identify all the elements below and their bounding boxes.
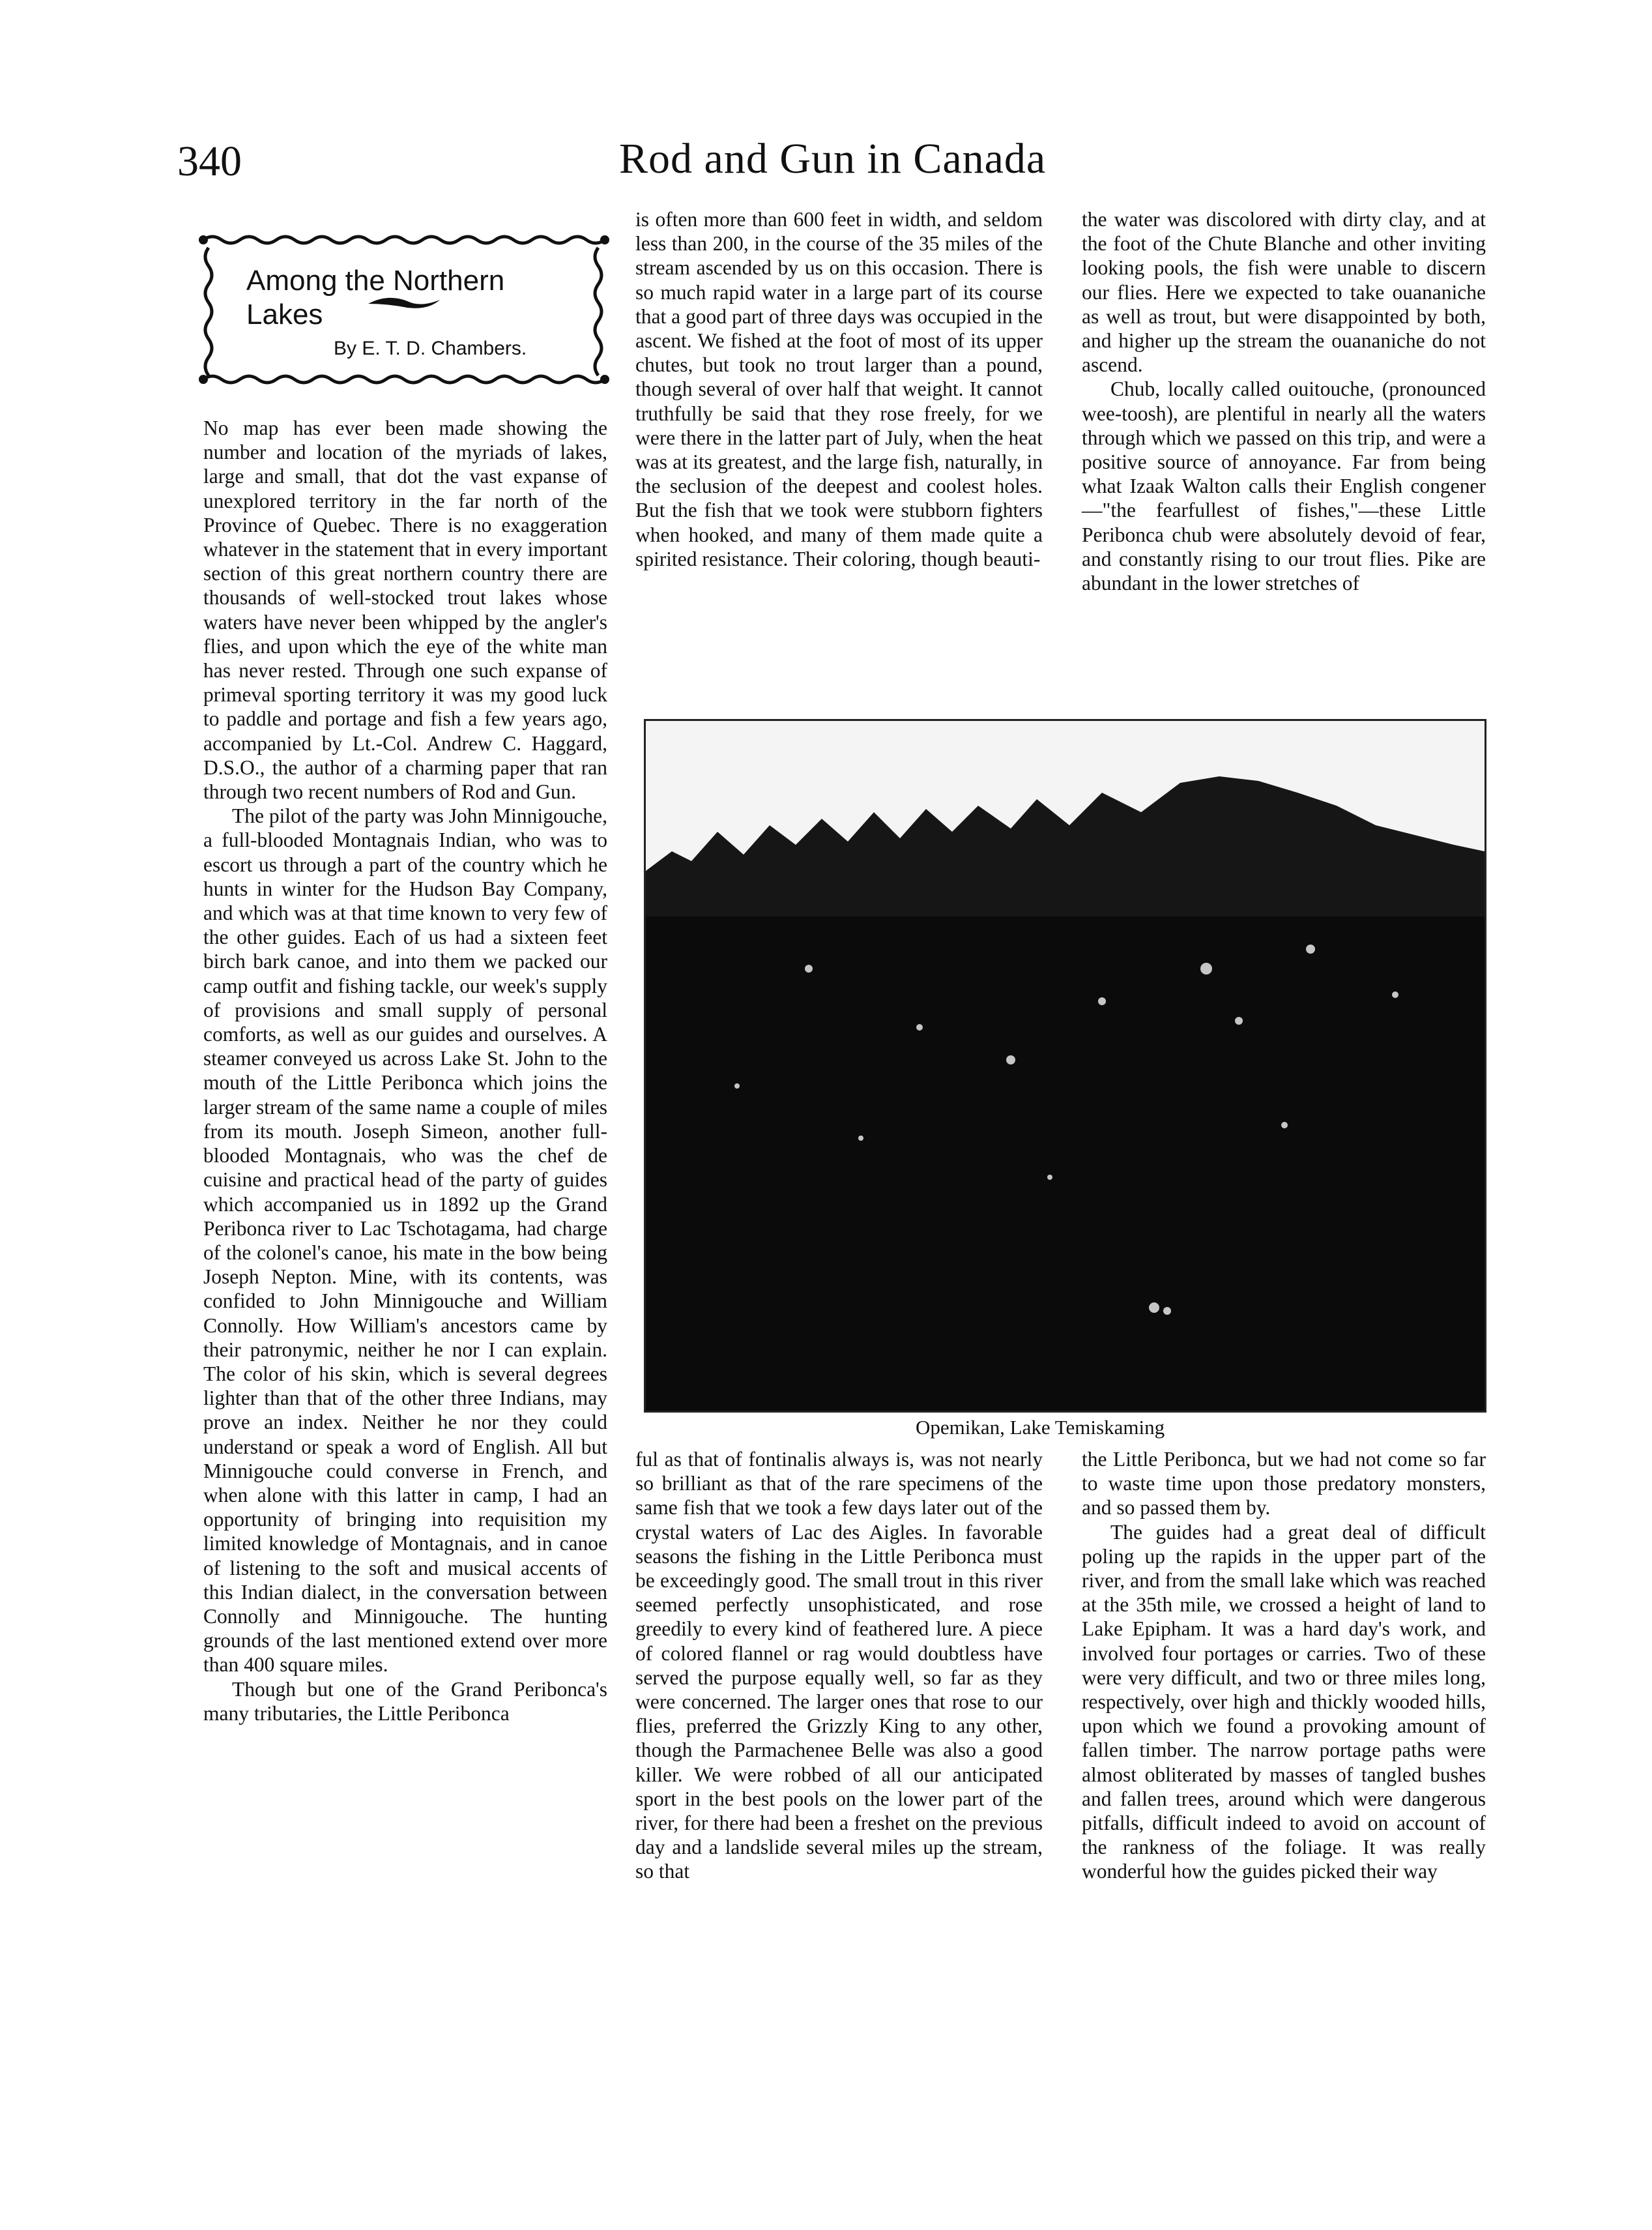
photo-caption: Opemikan, Lake Temiskaming <box>916 1416 1165 1439</box>
column-3-bottom <box>1082 1447 1486 1884</box>
article-title-box <box>196 228 613 391</box>
column-3-top <box>1082 207 1486 595</box>
paragraph: Though but one of the Grand Peribonca's many tributaries, the Little Peribonca <box>203 1677 607 1725</box>
article-byline: By E. T. D. Chambers. <box>334 338 527 359</box>
paragraph: the water was discolored with dirty clay, and at the foot of the Chute Blanche and other inviting looking pools, the fish were unable to discern our flies. Here we expected to take ouananiche as well as trout, but were disappointed by both, and higher up the stream the ouananiche do not ascend. <box>1082 208 1486 377</box>
article-title: Among the Northern Lakes <box>246 265 505 330</box>
landscape-photograph <box>644 719 1486 1413</box>
column-2-top <box>635 207 1043 571</box>
column-1 <box>203 416 607 1725</box>
page-number: 340 <box>177 138 242 185</box>
paragraph: Chub, locally called ouitouche, (pronounced wee-toosh), are plentiful in nearly all the waters through which we passed on this trip, and were a positive source of annoyance. Far from being what Izaak Walton calls their English congener—"the fearfullest of fishes,"—these Little Peribonca chub were absolutely devoid of fear, and constantly rising to our trout flies. Pike are abundant in the lower stretches of <box>1082 377 1486 595</box>
paragraph: No map has ever been made showing the number and location of the myriads of lakes, large and small, that dot the vast expanse of unexplored territory in the far north of the Province of Quebec. There is no exaggeration whatever in the statement that in every important section of this great northern country there are thousands of well-stocked trout lakes whose waters have never been whipped by the angler's flies, and upon which the eye of the white man has never rested. Through one such expanse of primeval sporting territory it was my good luck to paddle and portage and fish a few years ago, accompanied by Lt.-Col. Andrew C. Haggard, D.S.O., the author of a charming paper that ran through two recent numbers of Rod and Gun. <box>203 417 607 804</box>
paragraph: the Little Peribonca, but we had not come so far to waste time upon those predatory monsters, and so passed them by. <box>1082 1448 1486 1519</box>
paragraph: ful as that of fontinalis always is, was not nearly so brilliant as that of the rare specimens of the same fish that we took a few days later out of the crystal waters of Lac des Aigles. In favorable seasons the fishing in the Little Peribonca must be exceedingly good. The small trout in this river seemed perfectly unsophisticated, and rose greedily to every kind of feathered lure. A piece of colored flannel or rag would doubtless have served the purpose equally well, so far as they were concerned. The larger ones that rose to our flies, preferred the Grizzly King to any other, though the Parmachenee Belle was also a good killer. We were robbed of all our anticipated sport in the best pools on the lower part of the river, for there had been a freshet on the previous day and a landslide several miles up the stream, so that <box>635 1448 1043 1883</box>
paragraph: is often more than 600 feet in width, and seldom less than 200, in the course of the 35 miles of the stream ascended by us on this occasion. There is so much rapid water in a large part of its course that a good part of three days was occupied in the ascent. We fished at the foot of most of its upper chutes, but took no trout larger than a pound, though several of over half that weight. It cannot truthfully be said that they rose freely, for we were there in the latter part of July, when the heat was at its greatest, and the large fish, naturally, in the seclusion of the deepest and coolest holes. But the fish that we took were stubborn fighters when hooked, and many of them made quite a spirited resistance. Their coloring, though beauti- <box>635 208 1043 570</box>
running-title: Rod and Gun in Canada <box>619 135 1047 183</box>
paragraph: The guides had a great deal of difficult poling up the rapids in the upper part of the river, and from the small lake which was reached at the 35th mile, we crossed a height of land to Lake Epipham. It was a hard day's work, and involved four portages or carries. Two of these were very difficult, and two or three miles long, respectively, over high and thickly wooded hills, upon which we found a provoking amount of fallen timber. The narrow portage paths were almost obliterated by masses of tangled bushes and fallen trees, around which were dangerous pitfalls, difficult indeed to avoid on account of the rankness of the foliage. It was really wonderful how the guides picked their way <box>1082 1520 1486 1883</box>
paragraph: The pilot of the party was John Minnigouche, a full-blooded Montagnais Indian, who was to escort us through a part of the country which he hunts in winter for the Hudson Bay Company, and which was at that time known to very few of the other guides. Each of us had a sixteen feet birch bark canoe, and into them we packed our camp outfit and fishing tackle, our week's supply of provisions and small supply of personal comforts, as well as our guides and ourselves. A steamer conveyed us across Lake St. John to the mouth of the Little Peribonca which joins the larger stream of the same name a couple of miles from its mouth. Joseph Simeon, another full-blooded Montagnais, who was the chef de cuisine and practical head of the party of guides which accompanied us in 1892 up the Grand Peribonca river to Lac Tschotagama, had charge of the colonel's canoe, his mate in the bow being Joseph Nepton. Mine, with its contents, was confided to John Minnigouche and William Connolly. How William's ancestors came by their patronymic, neither he nor I can explain. The color of his skin, which is several degrees lighter than that of the other three Indians, may prove an index. Neither he nor they could understand or speak a word of English. All but Minnigouche could converse in French, and when alone with this latter in camp, I had an opportunity of bringing into requisition my limited knowledge of Montagnais, and in canoe of listening to the soft and musical accents of this Indian dialect, in the conversation between Connolly and Minnigouche. The hunting grounds of the last mentioned extend over more than 400 square miles. <box>203 804 607 1677</box>
column-2-bottom <box>635 1447 1043 1884</box>
